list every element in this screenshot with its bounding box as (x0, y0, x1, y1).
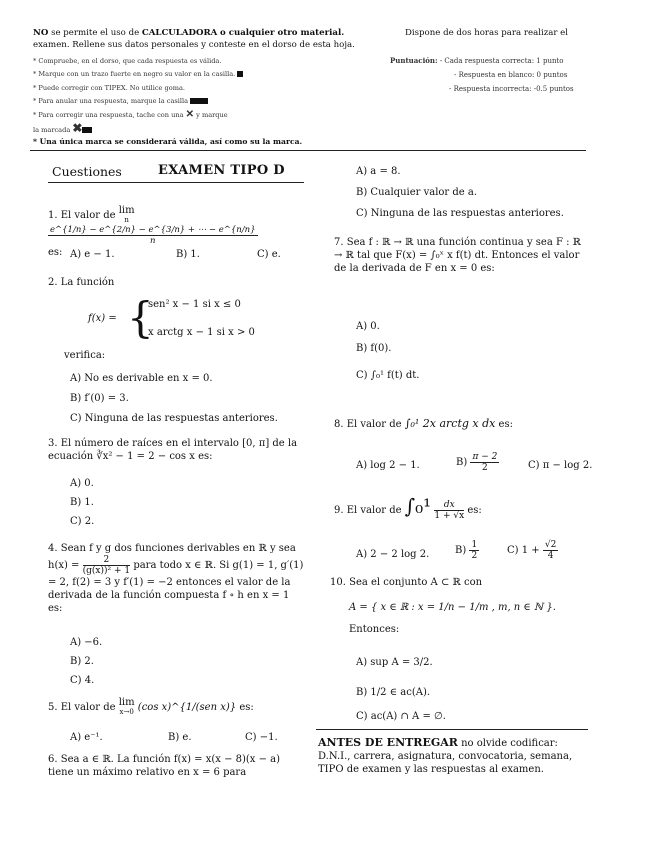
q2-option-b[interactable]: B) f′(0) = 3. (70, 393, 129, 404)
question-4: 4. Sean f y g dos funciones derivables en ℝ y sea h(x) = $\frac{2}{\text{(g(x))² + 1}}$ para todo x ∈ ℝ. Si g(1) = 1, g′(1) = 2, f(2) = 3 y f′(1) = −2 entonces el valor de la derivada de la función compuesta f ∘ h en x = 1 es: (48, 543, 304, 614)
rule-3: * Puede corregir con TIPEX. No utilice goma. (33, 84, 186, 92)
puntuacion-line-1: Puntuación: - Cada respuesta correcta: 1 punto (390, 56, 564, 65)
question-6: 6. Sea a ∈ ℝ. La función f(x) = x(x − 8)(x − a) tiene un máximo relativo en x = 6 para (48, 754, 281, 778)
q2-verifica: verifica: (64, 350, 106, 361)
q7-option-a[interactable]: A) 0. (356, 321, 380, 332)
q8-option-b[interactable]: B) $\frac{\pi - 2}{2}$ (456, 452, 498, 473)
final-rule: * Una única marca se considerará válida, así como su la marca. (33, 137, 303, 146)
q10-set-definition: A = { x ∈ ℝ : x = 1/n − 1/m , m, n ∈ ℕ }. (349, 602, 556, 613)
q7-option-c[interactable]: C) ∫₀¹ f(t) dt. (356, 370, 420, 381)
q3-option-c[interactable]: C) 2. (70, 516, 95, 527)
header-time-note: Dispone de dos horas para realizar el (405, 28, 569, 38)
filled-box-icon (82, 127, 92, 133)
q6-option-b[interactable]: B) Cualquier valor de a. (356, 187, 478, 198)
q4-fraction: $\frac{2}{\text{(g(x))² + 1}}$ (82, 555, 131, 576)
q10-option-b[interactable]: B) 1/2 ∈ ac(A). (356, 687, 431, 698)
q3-option-a[interactable]: A) 0. (70, 478, 94, 489)
q9-option-a[interactable]: A) 2 − 2 log 2. (356, 549, 430, 560)
q5-limit: lim x→0 (118, 697, 135, 716)
question-9: 9. El valor de ∫₀¹ $\frac{dx}{1 + √x}$ es: (334, 494, 482, 521)
filled-box-icon (190, 98, 208, 104)
header-line-1: NO se permite el uso de CALCULADORA o cualquier otro material. (33, 28, 345, 38)
rule-1: * Compruebe, en el dorso, que cada respuesta es válida. (33, 57, 222, 65)
q4-option-c[interactable]: C) 4. (70, 675, 95, 686)
q5-option-b[interactable]: B) e. (168, 732, 192, 743)
q3-option-b[interactable]: B) 1. (70, 497, 94, 508)
question-2: 2. La función (48, 277, 115, 288)
question-3: 3. El número de raíces en el intervalo [0, π] de la ecuación ∛x² − 1 = 2 − cos x es: (48, 438, 298, 462)
rule-6: la marcada ✖ (33, 124, 92, 134)
crossed-box-icon: ✖ (72, 121, 83, 135)
puntuacion-line-3: - Respuesta incorrecta: -0.5 puntos (449, 85, 574, 93)
footer-note: ANTES DE ENTREGAR no olvide codificar: D.N.I., carrera, asignatura, convocatoria, semana, TIPO de examen y las respuestas al examen. (318, 736, 573, 775)
q5-option-a[interactable]: A) e⁻¹. (70, 732, 103, 743)
q2-brace-icon: { (127, 293, 154, 342)
title-underline (48, 182, 304, 183)
question-8: 8. El valor de ∫₀¹ 2x arctg x dx es: (334, 417, 513, 430)
q6-option-a[interactable]: A) a = 8. (356, 166, 401, 177)
section-label: Cuestiones (52, 164, 122, 179)
q1-fraction: $\frac{e\^{}\{1/n\} - e\^{}\{2/n\} - e\^{}\{3/n\} + \cdots - e\^{}\{n/n\}}{n}$ (50, 225, 256, 246)
q9-option-b[interactable]: B) $\frac{1}{2}$ (455, 540, 478, 561)
q1-option-b[interactable]: B) 1. (176, 249, 200, 260)
q7-option-b[interactable]: B) f(0). (356, 343, 392, 354)
exam-title: EXAMEN TIPO D (158, 163, 285, 178)
rule-4: * Para anular una respuesta, marque la casilla (33, 97, 208, 105)
q1-limit: lim n (118, 205, 135, 224)
footer-divider (316, 729, 588, 730)
question-5: 5. El valor de lim x→0 (cos x)^{1/(sen x)} es: (48, 697, 254, 716)
q8-option-c[interactable]: C) π − log 2. (528, 460, 593, 471)
question-7: 7. Sea f : ℝ → ℝ una función continua y sea F : ℝ → ℝ tal que F(x) = ∫₀ˣ x f(t) dt. Entonces el valor de la derivada de F en x = 0 es: (334, 237, 581, 274)
header-line-2: examen. Rellene sus datos personales y conteste en el dorso de esta hoja. (33, 40, 355, 50)
q8-option-a[interactable]: A) log 2 − 1. (356, 460, 420, 471)
q5-option-c[interactable]: C) −1. (245, 732, 278, 743)
q10-option-c[interactable]: C) ac(A) ∩ A = ∅. (356, 711, 446, 722)
filled-box-icon (237, 71, 243, 77)
rule-2: * Marque con un trazo fuerte en negro su valor en la casilla. (33, 70, 243, 78)
q2-function-label: f(x) = (88, 313, 117, 324)
q10-entonces: Entonces: (349, 624, 400, 635)
q4-option-b[interactable]: B) 2. (70, 656, 94, 667)
q6-option-c[interactable]: C) Ninguna de las respuestas anteriores. (356, 208, 564, 219)
question-1: 1. El valor de lim n $\frac{e\^{}\{1/n\} - e\^{}\{2/n\} - e\^{}\{3/n\} + \cdots - e\^{}\{n/n\}}{n}$ es: (48, 205, 256, 258)
q1-option-a[interactable]: A) e − 1. (70, 249, 115, 260)
q9-option-c[interactable]: C) 1 + $\frac{√2}{4}$ (507, 540, 557, 561)
question-10: 10. Sea el conjunto A ⊂ ℝ con (330, 577, 483, 588)
rule-5: * Para corregir una respuesta, tache con una ✕ y marque (33, 109, 228, 120)
q2-option-c[interactable]: C) Ninguna de las respuestas anteriores. (70, 413, 278, 424)
cross-icon: ✕ (185, 109, 195, 120)
header-divider (30, 150, 586, 151)
q10-option-a[interactable]: A) sup A = 3/2. (356, 657, 433, 668)
puntuacion-line-2: - Respuesta en blanco: 0 puntos (454, 71, 568, 79)
q2-option-a[interactable]: A) No es derivable en x = 0. (70, 373, 213, 384)
q4-option-a[interactable]: A) −6. (70, 637, 103, 648)
q2-case-1: sen² x − 1 si x ≤ 0 (148, 299, 241, 310)
q2-case-2: x arctg x − 1 si x > 0 (148, 327, 255, 338)
q1-option-c[interactable]: C) e. (257, 249, 281, 260)
